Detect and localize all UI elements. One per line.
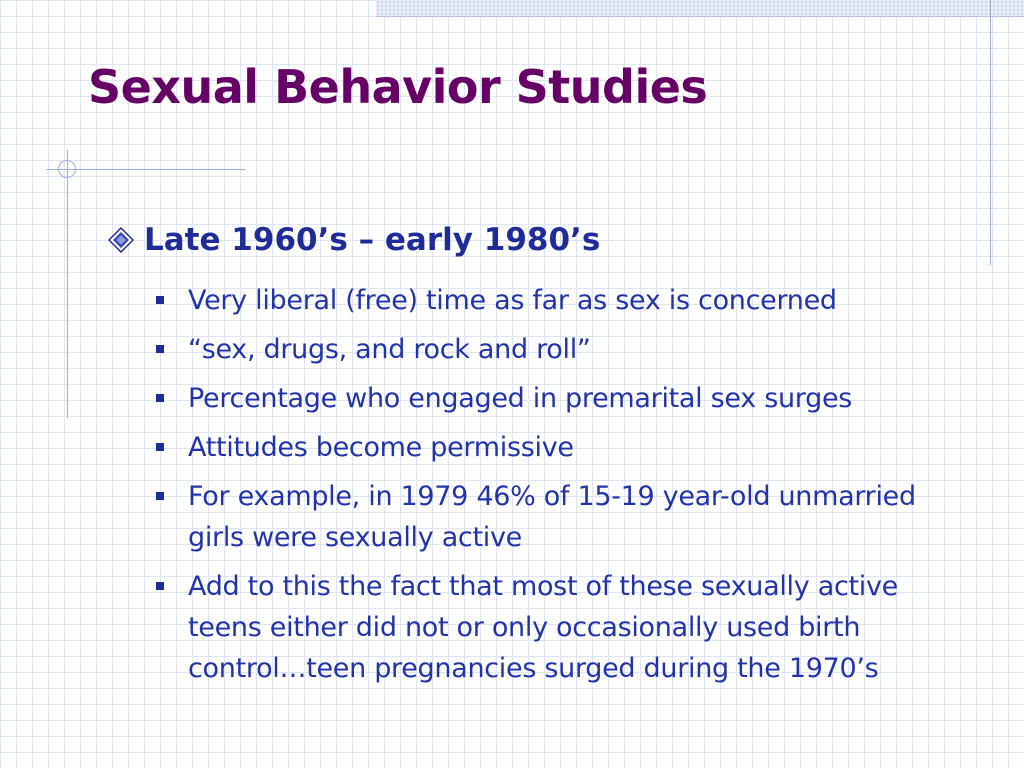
main-bullet: [108, 222, 600, 258]
list-item: [156, 476, 976, 558]
list-item: [156, 378, 976, 419]
main-bullet-text: Late 1960’s – early 1980’s: [144, 222, 601, 258]
square-bullet-icon: [156, 492, 164, 500]
list-item: [156, 329, 976, 370]
list-item-text: Attitudes become permissive: [188, 432, 574, 463]
square-bullet-icon: [156, 443, 164, 451]
square-bullet-icon: [156, 582, 164, 590]
square-bullet-icon: [156, 296, 164, 304]
diamond-bullet-icon: [108, 227, 134, 253]
list-item-text: Add to this the fact that most of these sexually active teens either did not or only occasionally used birth control…teen pregnancies surged during the 1970’s: [188, 571, 898, 684]
sub-bullet-list: [156, 280, 976, 697]
slide-title: Sexual Behavior Studies: [88, 60, 708, 114]
ring-ornament-icon: [58, 160, 76, 178]
list-item-text: For example, in 1979 46% of 15-19 year-old unmarried girls were sexually active: [188, 481, 916, 553]
top-decorative-band: [376, 0, 1024, 16]
top-band-line: [376, 16, 1024, 17]
right-vertical-rule: [990, 0, 991, 265]
list-item-text: Very liberal (free) time as far as sex is concerned: [188, 285, 837, 316]
list-item-text: “sex, drugs, and rock and roll”: [188, 334, 591, 365]
square-bullet-icon: [156, 394, 164, 402]
list-item: [156, 427, 976, 468]
left-horizontal-rule: [46, 169, 246, 170]
square-bullet-icon: [156, 345, 164, 353]
list-item-text: Percentage who engaged in premarital sex surges: [188, 383, 853, 414]
left-vertical-rule: [67, 150, 68, 418]
list-item: [156, 280, 976, 321]
list-item: [156, 566, 976, 689]
